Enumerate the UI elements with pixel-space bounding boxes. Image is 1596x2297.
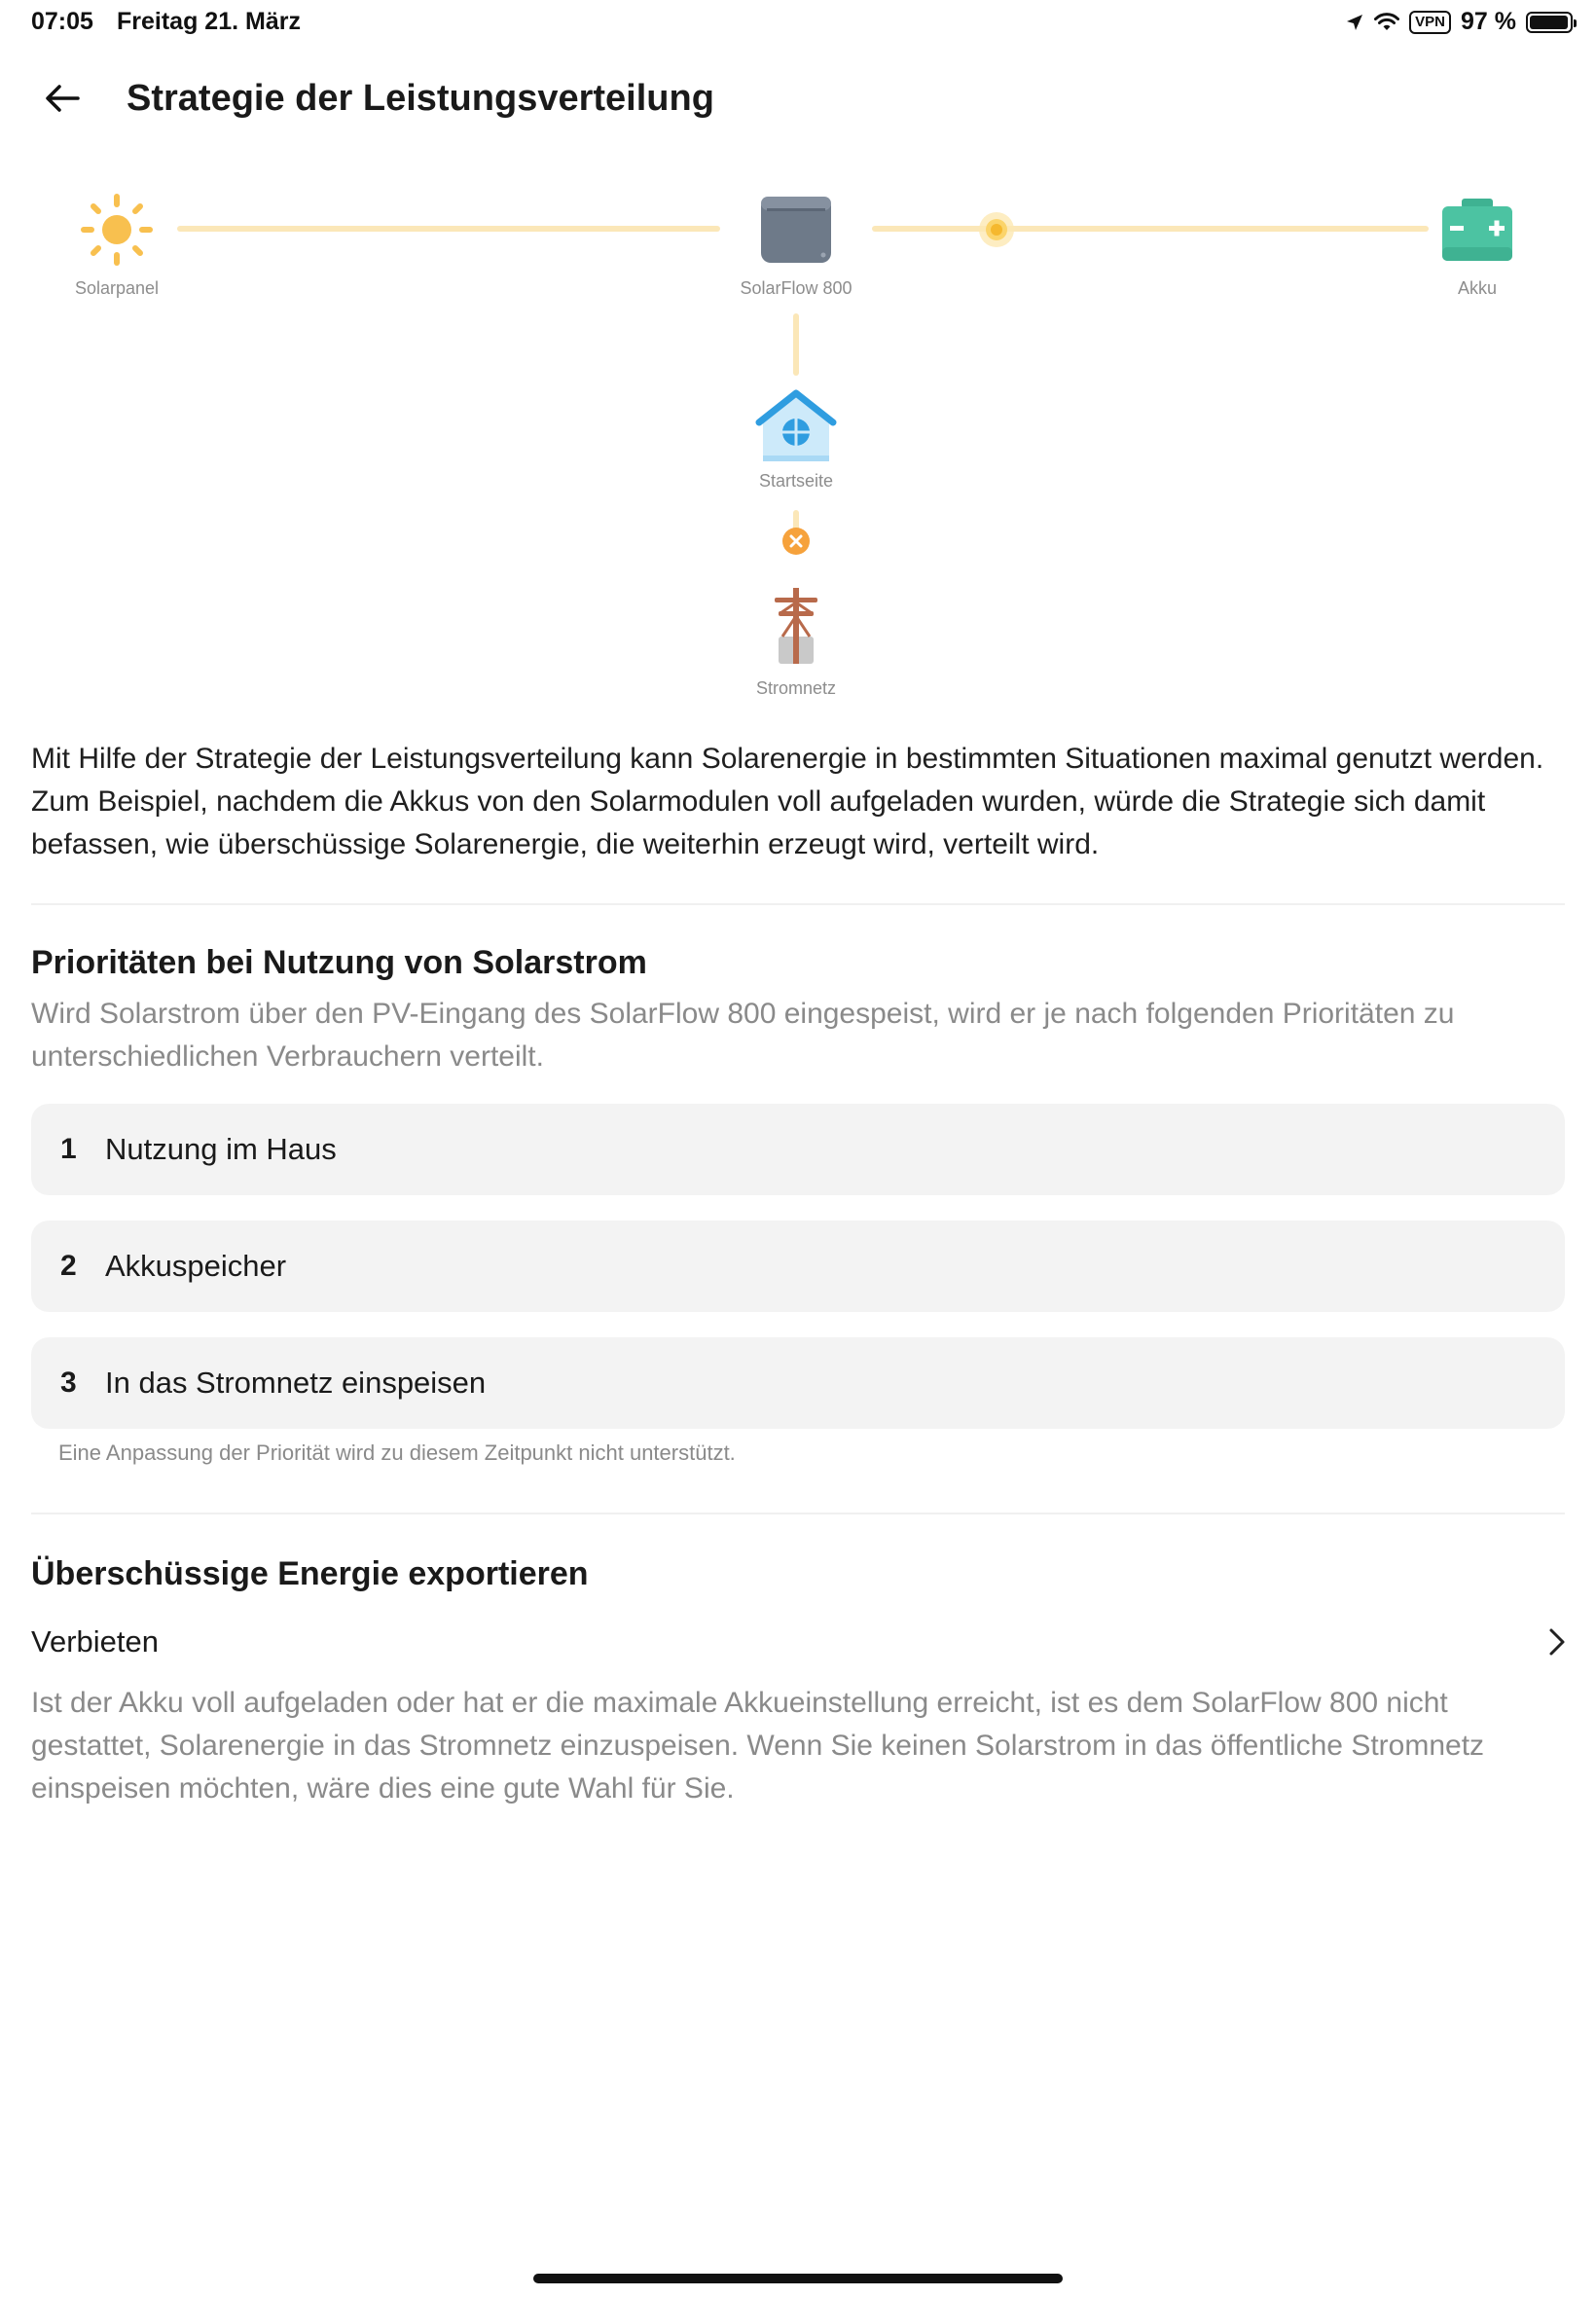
battery-device-icon — [1440, 199, 1514, 263]
energy-flow-dot-icon — [977, 210, 1016, 249]
export-setting-value: Verbieten — [31, 1624, 159, 1659]
priority-label: In das Stromnetz einspeisen — [105, 1366, 487, 1400]
divider — [31, 903, 1565, 905]
priorities-title: Prioritäten bei Nutzung von Solarstrom — [31, 944, 647, 981]
divider — [31, 1513, 1565, 1514]
intro-text: Mit Hilfe der Strategie der Leistungsverteilung kann Solarenergie in bestimmten Situationen maximal genutzt werden. Zum Beispiel, nachdem die Akkus von den Solarmodulen voll aufgeladen wurden, würde die Strategie sich damit befassen, wie überschüssige Solarenergie, die weiterhin erzeugt wird, verteilt wird. — [31, 743, 1544, 860]
wifi-icon — [1374, 13, 1399, 32]
page-title: Strategie der Leistungsverteilung — [127, 78, 714, 119]
priority-number: 1 — [60, 1133, 77, 1165]
arrow-left-icon — [39, 74, 88, 123]
solarflow-device-icon — [757, 195, 835, 265]
solar-label: Solarpanel — [74, 278, 160, 298]
home-icon — [755, 387, 837, 465]
priority-label: Nutzung im Haus — [105, 1132, 337, 1166]
export-description: Ist der Akku voll aufgeladen oder hat er die maximale Akkueinstellung erreicht, ist es dem SolarFlow 800 nicht gestattet, Solarenergie in das Stromnetz einzuspeisen. Wenn Sie keinen Solarstrom in das öffentliche Stromnetz einspeisen möchten, wäre dies eine gute Wahl für Sie. — [31, 1687, 1485, 1805]
priority-label: Akkuspeicher — [105, 1249, 287, 1283]
battery-percentage: 97 % — [1461, 8, 1516, 35]
battery-level-fill — [1530, 16, 1568, 29]
priority-item-1 — [31, 1104, 1565, 1195]
power-grid-icon — [767, 586, 825, 666]
status-date: Freitag 21. März — [117, 8, 301, 35]
priority-item-2 — [31, 1221, 1565, 1312]
status-indicators — [1345, 8, 1573, 36]
priorities-description: Wird Solarstrom über den PV-Eingang des SolarFlow 800 eingespeist, wird er je nach folgenden Prioritäten zu unterschiedlichen Verbrauchern verteilt. — [31, 998, 1455, 1073]
blocked-flow-icon — [780, 526, 812, 557]
battery-icon — [1526, 12, 1573, 33]
back-button[interactable] — [39, 74, 88, 123]
priority-number: 2 — [60, 1250, 77, 1282]
flow-line-device-battery — [872, 226, 1429, 232]
home-label: Startseite — [758, 471, 834, 491]
chevron-right-icon — [1545, 1624, 1569, 1659]
location-arrow-icon — [1345, 13, 1364, 32]
priority-item-3 — [31, 1337, 1565, 1429]
status-time: 07:05 — [31, 8, 93, 35]
export-title: Überschüssige Energie exportieren — [31, 1555, 589, 1592]
vpn-badge: VPN — [1409, 11, 1451, 34]
flow-line-device-home — [793, 313, 799, 376]
priority-number: 3 — [60, 1367, 77, 1399]
grid-label: Stromnetz — [755, 678, 837, 698]
priority-note: Eine Anpassung der Priorität wird zu diesem Zeitpunkt nicht unterstützt. — [58, 1440, 736, 1465]
export-setting-row[interactable] — [31, 1616, 1569, 1668]
home-indicator[interactable] — [533, 2274, 1063, 2283]
device-label: SolarFlow 800 — [740, 278, 852, 298]
flow-line-solar-device — [177, 226, 720, 232]
sun-icon — [80, 193, 154, 267]
battery-label: Akku — [1457, 278, 1498, 298]
